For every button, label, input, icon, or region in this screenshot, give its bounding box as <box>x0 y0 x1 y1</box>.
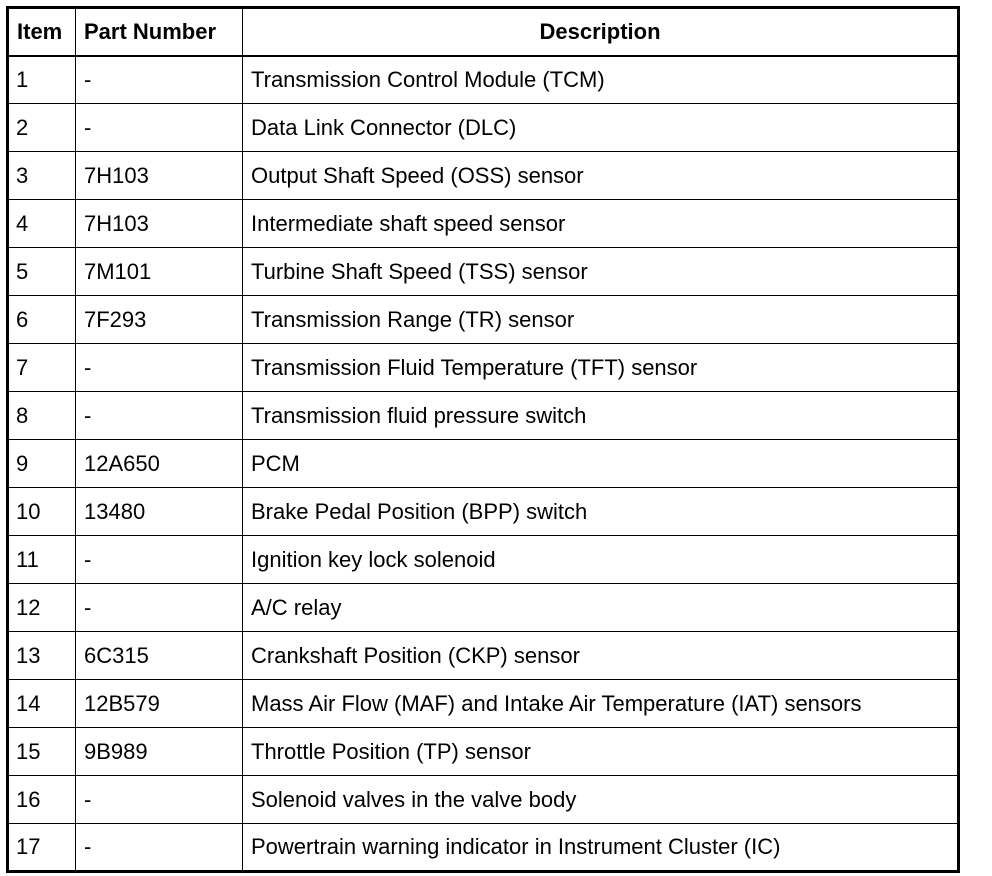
table-body <box>8 56 959 872</box>
cell-part-number: 13480 <box>76 488 243 536</box>
cell-item: 10 <box>8 488 76 536</box>
cell-description: Transmission Range (TR) sensor <box>243 296 959 344</box>
cell-part-number: 9B989 <box>76 728 243 776</box>
cell-part-number: 7M101 <box>76 248 243 296</box>
table-row <box>8 584 959 632</box>
table-row <box>8 56 959 104</box>
cell-item: 5 <box>8 248 76 296</box>
cell-item: 17 <box>8 824 76 872</box>
cell-item: 12 <box>8 584 76 632</box>
cell-part-number: 7H103 <box>76 200 243 248</box>
cell-item: 1 <box>8 56 76 104</box>
cell-description: Throttle Position (TP) sensor <box>243 728 959 776</box>
cell-part-number: 12A650 <box>76 440 243 488</box>
header-part-number: Part Number <box>76 8 243 56</box>
cell-part-number: - <box>76 344 243 392</box>
cell-part-number: - <box>76 584 243 632</box>
table-row <box>8 776 959 824</box>
cell-part-number: - <box>76 776 243 824</box>
cell-item: 15 <box>8 728 76 776</box>
table-header <box>8 8 959 56</box>
table-row <box>8 488 959 536</box>
cell-item: 6 <box>8 296 76 344</box>
table-row <box>8 680 959 728</box>
cell-item: 4 <box>8 200 76 248</box>
cell-description: Brake Pedal Position (BPP) switch <box>243 488 959 536</box>
cell-description: Intermediate shaft speed sensor <box>243 200 959 248</box>
table-row <box>8 728 959 776</box>
table-row <box>8 392 959 440</box>
cell-item: 11 <box>8 536 76 584</box>
header-description: Description <box>243 8 959 56</box>
cell-part-number: 7H103 <box>76 152 243 200</box>
cell-description: PCM <box>243 440 959 488</box>
cell-description: Powertrain warning indicator in Instrument Cluster (IC) <box>243 824 959 872</box>
table-row <box>8 104 959 152</box>
cell-item: 8 <box>8 392 76 440</box>
cell-part-number: 7F293 <box>76 296 243 344</box>
cell-item: 7 <box>8 344 76 392</box>
cell-description: Solenoid valves in the valve body <box>243 776 959 824</box>
cell-part-number: 6C315 <box>76 632 243 680</box>
table-row <box>8 200 959 248</box>
cell-part-number: - <box>76 104 243 152</box>
cell-item: 16 <box>8 776 76 824</box>
cell-part-number: - <box>76 56 243 104</box>
cell-item: 14 <box>8 680 76 728</box>
header-item: Item <box>8 8 76 56</box>
cell-part-number: - <box>76 536 243 584</box>
parts-table <box>6 6 960 873</box>
cell-description: Turbine Shaft Speed (TSS) sensor <box>243 248 959 296</box>
cell-description: Mass Air Flow (MAF) and Intake Air Temperature (IAT) sensors <box>243 680 959 728</box>
table-row <box>8 440 959 488</box>
table-row <box>8 248 959 296</box>
cell-part-number: 12B579 <box>76 680 243 728</box>
cell-description: Transmission Control Module (TCM) <box>243 56 959 104</box>
header-row <box>8 8 959 56</box>
cell-description: Ignition key lock solenoid <box>243 536 959 584</box>
cell-item: 2 <box>8 104 76 152</box>
cell-part-number: - <box>76 824 243 872</box>
table-row <box>8 344 959 392</box>
cell-description: Transmission Fluid Temperature (TFT) sensor <box>243 344 959 392</box>
cell-item: 9 <box>8 440 76 488</box>
cell-description: Output Shaft Speed (OSS) sensor <box>243 152 959 200</box>
table-row <box>8 296 959 344</box>
table-row <box>8 536 959 584</box>
cell-item: 13 <box>8 632 76 680</box>
table-row <box>8 152 959 200</box>
cell-description: Crankshaft Position (CKP) sensor <box>243 632 959 680</box>
table-row <box>8 824 959 872</box>
cell-item: 3 <box>8 152 76 200</box>
cell-description: A/C relay <box>243 584 959 632</box>
cell-part-number: - <box>76 392 243 440</box>
cell-description: Transmission fluid pressure switch <box>243 392 959 440</box>
cell-description: Data Link Connector (DLC) <box>243 104 959 152</box>
table-row <box>8 632 959 680</box>
